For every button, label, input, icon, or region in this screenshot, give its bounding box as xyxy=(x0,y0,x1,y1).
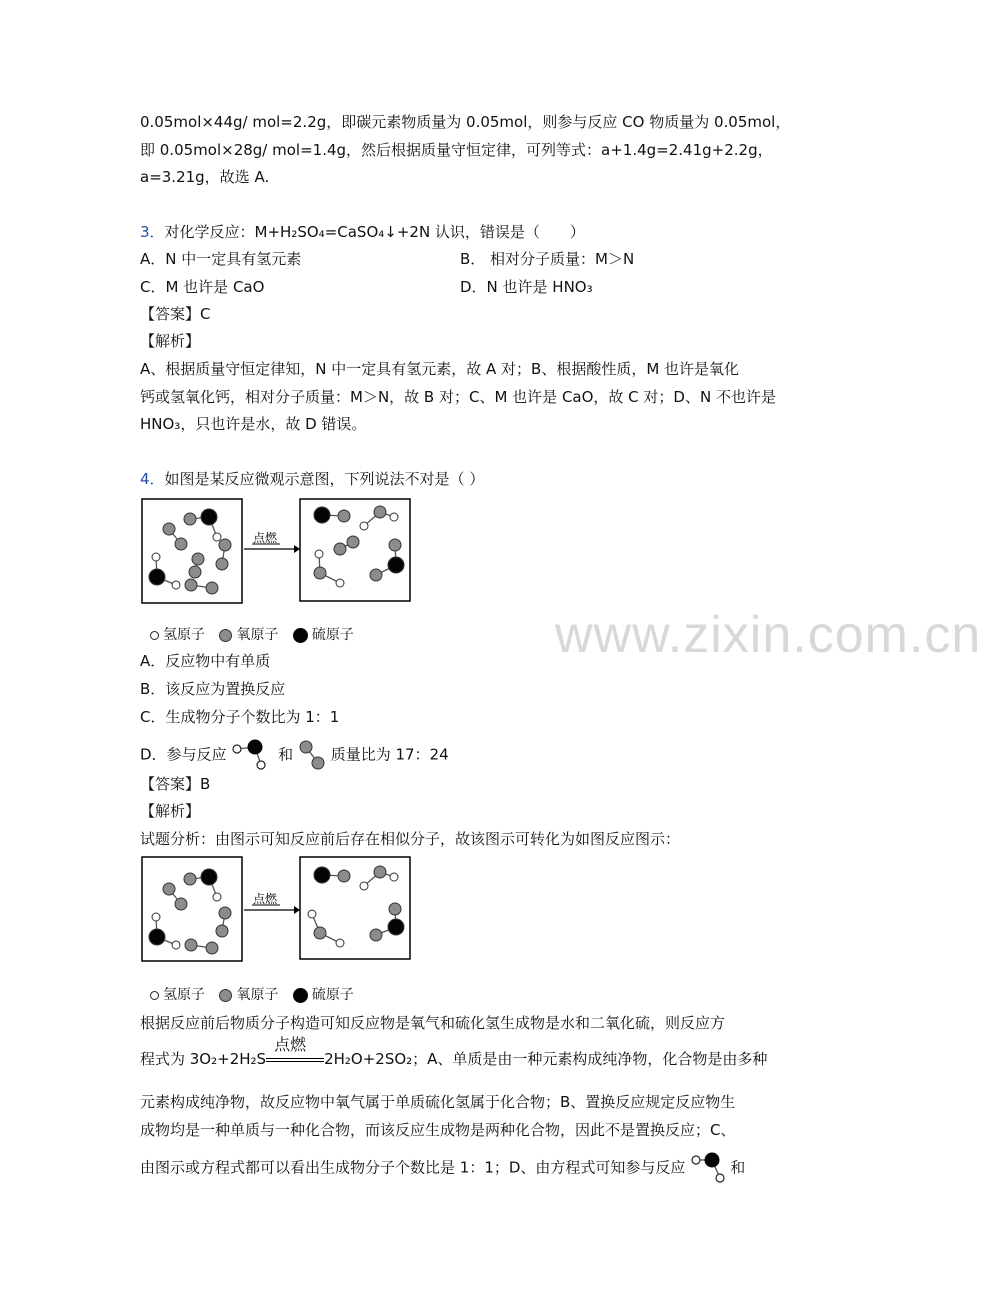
analysis-line: 根据反应前后物质分子构造可知反应物是氧气和硫化氢生成物是水和二氧化硫，则反应方 xyxy=(140,1014,726,1032)
oxygen-atom-icon xyxy=(219,629,232,642)
option-c: C．M 也许是 CaO xyxy=(140,278,265,296)
watermark: www.zixin.com.cn xyxy=(555,606,981,664)
sulfur-atom-icon xyxy=(293,628,308,643)
analysis-title: 【解析】 xyxy=(140,332,201,350)
legend-label: 硫原子 xyxy=(311,627,354,643)
answer-label: 【答案】B xyxy=(140,775,211,793)
answer-label: 【答案】C xyxy=(140,305,211,323)
analysis-line: 试题分析：由图示可知反应前后存在相似分子，故该图示可转化为如图反应图示： xyxy=(140,830,681,848)
legend xyxy=(150,984,354,1006)
condition-label: 点燃 xyxy=(253,892,278,906)
text-line: a=3.21g，故选 A. xyxy=(140,168,270,186)
option-a: A．反应物中有单质 xyxy=(140,652,271,670)
option-b: B． 相对分子质量：M＞N xyxy=(460,250,635,268)
option-c: C．生成物分子个数比为 1：1 xyxy=(140,708,340,726)
reaction-diagram-1 xyxy=(140,497,415,607)
sulfur-atom-icon xyxy=(293,988,308,1003)
analysis-line: 钙或氢氧化钙，相对分子质量：M＞N，故 B 对；C、M 也许是 CaO，故 C 对；D、N 不也许是 xyxy=(140,388,776,406)
analysis-line: A、根据质量守恒定律知，N 中一定具有氢元素，故 A 对；B、根据酸性质，M 也许是氧化 xyxy=(140,360,740,378)
analysis-line: HNO₃，只也许是水，故 D 错误。 xyxy=(140,415,367,433)
legend-label: 硫原子 xyxy=(311,987,354,1003)
reaction-diagram-2 xyxy=(140,855,415,967)
question-text: 对化学反应：M+H₂SO₄=CaSO₄↓+2N 认识，错误是（ ） xyxy=(164,223,585,241)
hydrogen-atom-icon xyxy=(150,631,159,640)
legend xyxy=(150,624,354,646)
option-b: B．该反应为置换反应 xyxy=(140,680,286,698)
analysis-title: 【解析】 xyxy=(140,802,201,820)
oxygen-atom-icon xyxy=(219,989,232,1002)
legend-label: 氧原子 xyxy=(236,987,279,1003)
option-a: A．N 中一定具有氢元素 xyxy=(140,250,302,268)
question-3-stem xyxy=(140,221,585,243)
option-d: D．参与反应 和 质量比为 17：24 xyxy=(140,739,449,771)
question-number: 4． xyxy=(140,470,165,488)
hydrogen-atom-icon xyxy=(150,991,159,1000)
question-number: 3． xyxy=(140,223,165,241)
h2s-molecule-icon xyxy=(231,739,273,771)
legend-label: 氢原子 xyxy=(163,987,205,1003)
legend-label: 氧原子 xyxy=(236,627,279,643)
equation-line: 程式为 3O₂+2H₂S 点燃 2H₂O+2SO₂；A、单质是由一种元素构成纯净物，化合物是由多种 xyxy=(140,1035,768,1068)
analysis-line: 元素构成纯净物，故反应物中氧气属于单质硫化氢属于化合物；B、置换反应规定反应物生 xyxy=(140,1093,736,1111)
o2-molecule-icon xyxy=(298,739,326,771)
question-text: 如图是某反应微观示意图，下列说法不对是（ ） xyxy=(164,470,485,488)
legend-label: 氢原子 xyxy=(163,627,205,643)
option-d: D．N 也许是 HNO₃ xyxy=(460,278,593,296)
question-4-stem xyxy=(140,468,484,490)
analysis-line: 成物均是一种单质与一种化合物，而该反应生成物是两种化合物，因此不是置换反应；C、 xyxy=(140,1121,736,1139)
equation-condition: 点燃 xyxy=(266,1048,324,1070)
h2s-molecule-icon xyxy=(690,1152,730,1184)
condition-label: 点燃 xyxy=(253,531,278,545)
text-line: 即 0.05mol×28g/ mol=1.4g，然后根据质量守恒定律，可列等式：a+1.4g=2.41g+2.2g， xyxy=(140,141,773,159)
analysis-line: 由图示或方程式都可以看出生成物分子个数比是 1：1；D、由方程式可知参与反应 和 xyxy=(140,1152,745,1184)
text-line: 0.05mol×44g/ mol=2.2g，即碳元素物质量为 0.05mol，则参与反应 CO 物质量为 0.05mol， xyxy=(140,113,791,131)
